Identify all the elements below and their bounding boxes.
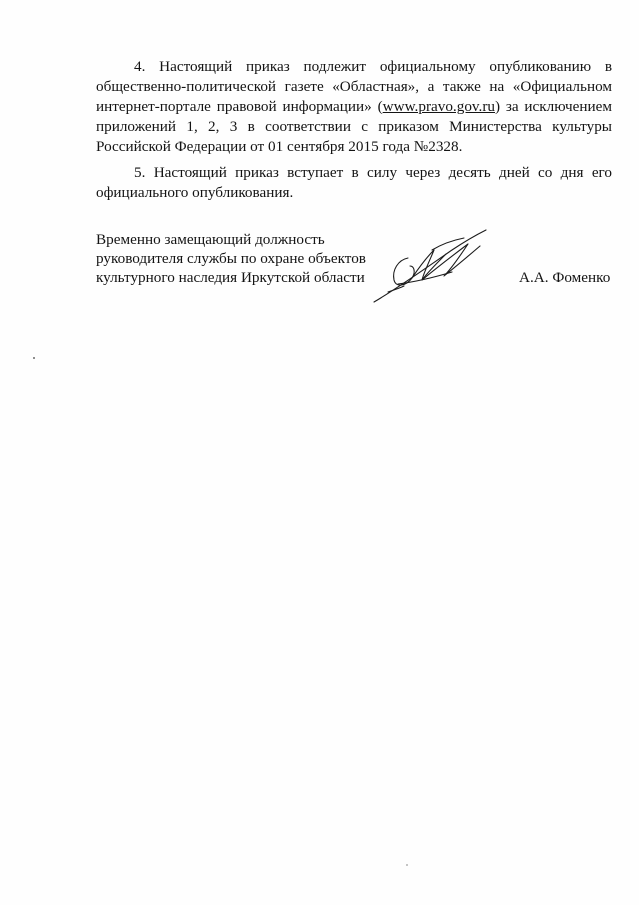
scan-speck bbox=[33, 357, 35, 359]
scan-speck bbox=[406, 864, 408, 866]
pravo-gov-link[interactable]: www.pravo.gov.ru bbox=[382, 98, 495, 115]
handwritten-signature bbox=[368, 226, 492, 306]
signatory-title-line-2: руководителя службы по охране объектов bbox=[96, 250, 366, 267]
signatory-title bbox=[96, 230, 376, 287]
signatory-title-line-1: Временно замещающий должность bbox=[96, 231, 325, 248]
paragraph-4 bbox=[96, 57, 612, 157]
paragraph-5: 5. Настоящий приказ вступает в силу через десять дней со дня его официального опубликования. bbox=[96, 164, 612, 201]
signatory-title-line-3: культурного наследия Иркутской области bbox=[96, 269, 365, 286]
signatory-name: А.А. Фоменко bbox=[519, 269, 611, 286]
paragraph-4-text-before-link: 4. Настоящий приказ подлежит официальному опубликованию в общественно-политической газете «Областная», а также на «Официальном интернет-портале правовой информации» ( bbox=[96, 58, 612, 115]
paragraph-4-text-after-link: ) за исключением приложений 1, 2, 3 в соответствии с приказом Министерства культуры Российской Федерации от 01 сентября 2015 года №2328. bbox=[96, 98, 612, 155]
